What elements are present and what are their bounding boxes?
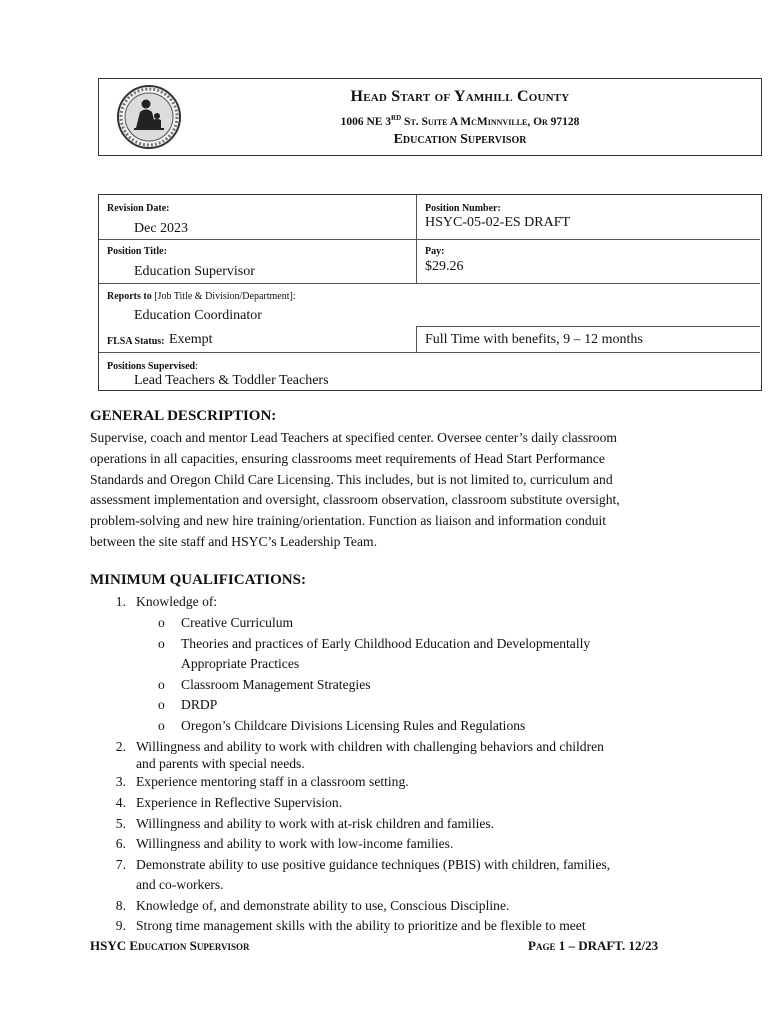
pay-label: Pay: xyxy=(425,246,445,257)
paragraph-line: Supervise, coach and mentor Lead Teachers at specified center. Oversee center’s daily classroom xyxy=(90,430,617,445)
flsa-value: Exempt xyxy=(169,332,213,347)
pay-value: $29.26 xyxy=(425,259,464,274)
org-name: Head Start of Yamhill County xyxy=(350,88,570,105)
position-number-value: HSYC-05-02-ES DRAFT xyxy=(425,215,571,230)
flsa-label: FLSA Status: xyxy=(107,336,165,347)
general-description xyxy=(90,428,700,553)
org-address: 1006 NE 3RD St. Suite A McMinnville, Or 97128 xyxy=(340,114,580,128)
revision-date-label: Revision Date: xyxy=(107,203,170,214)
general-description-heading: GENERAL DESCRIPTION: xyxy=(90,408,277,424)
paragraph-line: operations in all capacities, ensuring classrooms meet requirements of Head Start Performance xyxy=(90,450,605,466)
paragraph-line: problem-solving and new hire training/orientation. Function as liaison and information conduit xyxy=(90,513,607,529)
reports-to-label: Reports to [Job Title & Division/Department]: xyxy=(107,291,296,302)
paragraph-line: between the site staff and HSYC’s Leadership Team. xyxy=(90,533,377,549)
position-info-table xyxy=(98,194,762,391)
positions-supervised-value: Lead Teachers & Toddler Teachers xyxy=(134,373,329,388)
footer-page: Page 1 – DRAFT. 12/23 xyxy=(528,938,659,953)
paragraph-line: assessment implementation and oversight, classroom observation, classroom substitute oversight, xyxy=(90,492,620,508)
reports-to-value: Education Coordinator xyxy=(134,308,262,323)
positions-supervised-label: Positions Supervised: xyxy=(107,361,198,372)
qualifications-list: 1. Knowledge of: o Creative Curriculum o Theories and practices of Early Childhood Education and Developmentally Appropriate Practices o Classroom Management Strategies o DRDP o Oregon’s Childcare Divisions Licensing Rules and Regulations 2. Willingness and ability to work with children with challenging behaviors and children and parents with special needs. 3. Experience mentoring staff in a classroom setting. 4. Experience in Reflective Supervision. 5. Willingness and ability to work with at-risk children and families. 6. Willingness and ability to work with low-income families. 7. Demonstrate ability to use positive guidance techniques (PBIS) with children, families, and co-workers. 8. Knowledge of, and demonstrate ability to use, Conscious Discipline. 9. Strong time management skills with the ability to prioritize and be flexible to meet xyxy=(115,594,611,933)
revision-date-value: Dec 2023 xyxy=(134,221,189,236)
header-position: Education Supervisor xyxy=(393,132,527,147)
position-title-label: Position Title: xyxy=(107,246,167,257)
employment-type: Full Time with benefits, 9 – 12 months xyxy=(425,332,643,347)
position-number-label: Position Number: xyxy=(425,203,501,214)
paragraph-line: Standards and Oregon Child Care Licensing. This includes, but is not limited to, curriculum and xyxy=(90,471,613,487)
qualifications-heading: MINIMUM QUALIFICATIONS: xyxy=(90,572,306,588)
position-title-value: Education Supervisor xyxy=(134,264,255,279)
footer-title: HSYC Education Supervisor xyxy=(90,938,250,953)
